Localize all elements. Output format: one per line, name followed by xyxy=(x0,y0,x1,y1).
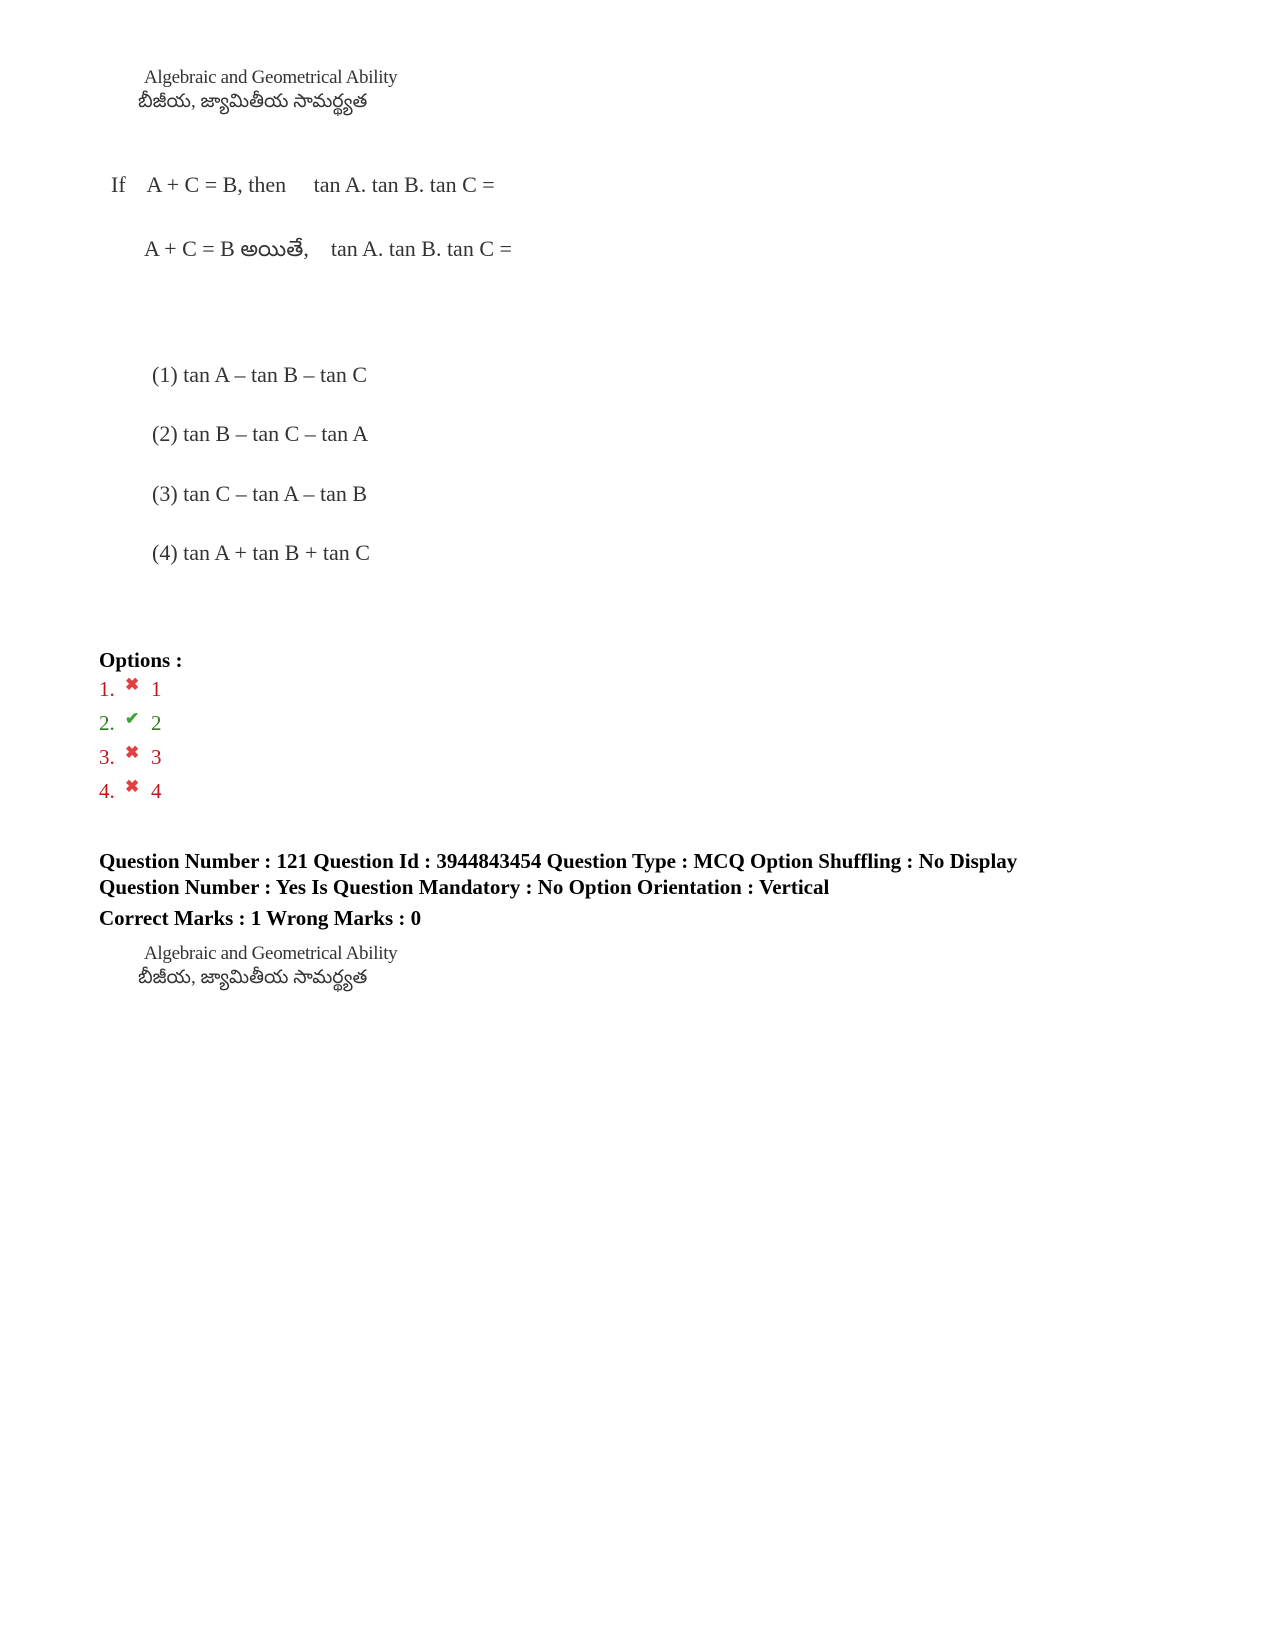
subject-english: Algebraic and Geometrical Ability xyxy=(144,943,398,964)
question-meta-line-1: Question Number : 121 Question Id : 3944843454 Question Type : MCQ Option Shuffling : No Display xyxy=(99,849,1018,873)
question-choice-2: (2) tan B – tan C – tan A xyxy=(152,421,369,446)
subject-telugu: బీజీయ, జ్యామితీయ సామర్థ్యత xyxy=(138,967,368,988)
option-number: 1. xyxy=(99,677,115,701)
question-text-english: If A + C = B, then tan A. tan B. tan C = xyxy=(111,172,495,197)
options-title: Options : xyxy=(99,648,183,672)
option-value: 1 xyxy=(151,677,162,701)
question-marks: Correct Marks : 1 Wrong Marks : 0 xyxy=(99,906,422,930)
option-row-3 xyxy=(99,742,162,770)
question-text-telugu: A + C = B అయితే, tan A. tan B. tan C = xyxy=(144,236,512,261)
question-meta-line-2: Question Number : Yes Is Question Mandatory : No Option Orientation : Vertical xyxy=(99,875,830,899)
cross-icon: ✖ xyxy=(125,674,140,694)
subject-header xyxy=(138,66,398,114)
option-row-4 xyxy=(99,776,162,804)
question-choice-4: (4) tan A + tan B + tan C xyxy=(152,540,370,565)
cross-icon: ✖ xyxy=(125,776,140,796)
option-value: 3 xyxy=(151,745,162,769)
option-value: 2 xyxy=(151,711,162,735)
check-icon: ✔ xyxy=(125,708,140,728)
option-number: 3. xyxy=(99,745,115,769)
subject-english: Algebraic and Geometrical Ability xyxy=(144,67,398,88)
option-number: 4. xyxy=(99,779,115,803)
cross-icon: ✖ xyxy=(125,742,140,762)
subject-telugu: బీజీయ, జ్యామితీయ సామర్థ్యత xyxy=(138,91,368,112)
option-value: 4 xyxy=(151,779,162,803)
next-subject-header xyxy=(138,942,398,990)
question-choice-3: (3) tan C – tan A – tan B xyxy=(152,481,368,506)
option-row-2 xyxy=(99,708,162,736)
question-choice-1: (1) tan A – tan B – tan C xyxy=(152,362,368,387)
option-row-1 xyxy=(99,674,162,702)
option-number: 2. xyxy=(99,711,115,735)
